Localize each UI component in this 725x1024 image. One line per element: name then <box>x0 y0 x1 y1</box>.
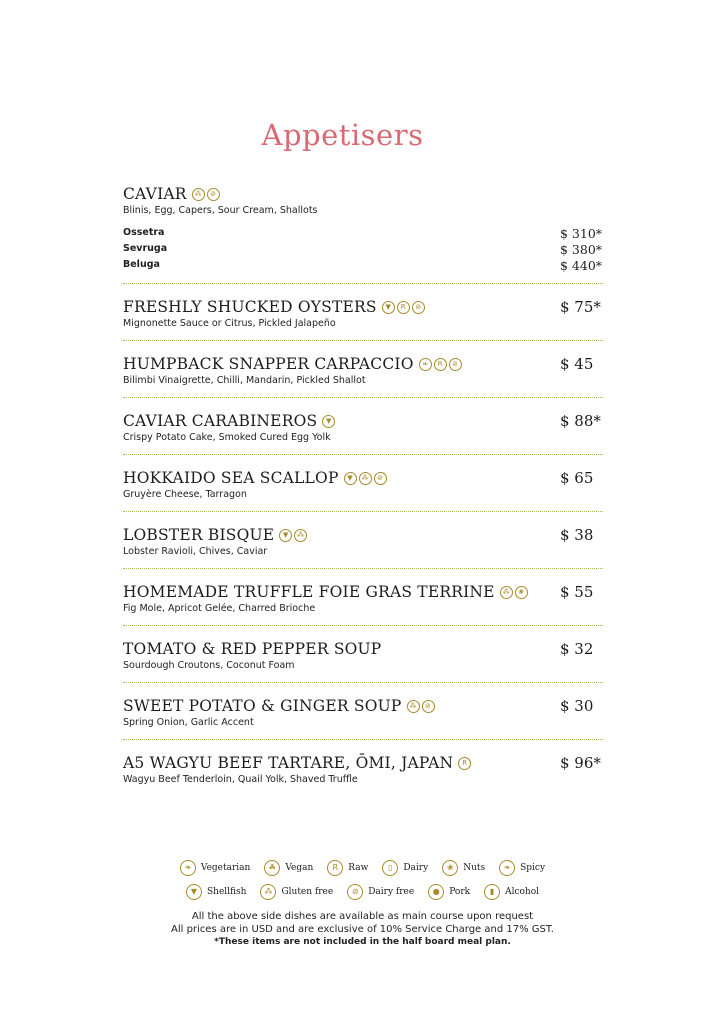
shellfish-icon: ▼ <box>186 884 202 900</box>
legend-label: Dairy free <box>368 887 415 897</box>
dish-name <box>123 695 603 717</box>
dietary-icons <box>458 757 471 770</box>
dietary-icons <box>344 472 387 485</box>
menu-item <box>123 752 603 788</box>
legend-item <box>260 884 333 900</box>
dish-description: Gruyère Cheese, Tarragon <box>123 489 247 500</box>
option-label: Beluga <box>123 259 160 270</box>
dietary-legend <box>0 860 725 908</box>
divider <box>123 283 603 284</box>
dish-name-text: CAVIAR <box>123 185 187 203</box>
legend-item <box>382 860 428 876</box>
divider <box>123 511 603 512</box>
legend-label: Vegetarian <box>200 863 251 873</box>
shellfish-icon: ▼ <box>279 529 292 542</box>
dish-name-text: CAVIAR CARABINEROS <box>123 412 318 430</box>
option-row <box>123 227 603 243</box>
dish-price: $ 30 <box>560 697 594 715</box>
dietary-icons <box>407 700 435 713</box>
dish-description: Blinis, Egg, Capers, Sour Cream, Shallots <box>123 205 318 216</box>
dish-description: Sourdough Croutons, Coconut Foam <box>123 660 295 671</box>
dish-name <box>123 467 603 489</box>
footnotes <box>0 910 725 949</box>
raw-icon: R <box>327 860 343 876</box>
shellfish-icon: ▼ <box>344 472 357 485</box>
dish-price: $ 55 <box>560 583 594 601</box>
legend-label: Spicy <box>520 863 546 873</box>
option-price: $ 440* <box>560 258 603 273</box>
gluten-free-icon: ⁂ <box>407 700 420 713</box>
dish-name-text: SWEET POTATO & GINGER SOUP <box>123 697 402 715</box>
raw-icon: R <box>397 301 410 314</box>
dish-price: $ 38 <box>560 526 594 544</box>
dish-name <box>123 353 603 375</box>
nuts-icon: ❀ <box>515 586 528 599</box>
divider <box>123 739 603 740</box>
dish-name <box>123 183 603 205</box>
option-price: $ 310* <box>560 226 603 241</box>
dietary-icons <box>192 188 220 201</box>
legend-label: Alcohol <box>505 887 540 897</box>
dish-price: $ 32 <box>560 640 594 658</box>
divider <box>123 568 603 569</box>
note-main-course: All the above side dishes are available as main course upon request <box>191 911 534 922</box>
shellfish-icon: ▼ <box>382 301 395 314</box>
dish-price: $ 45 <box>560 355 594 373</box>
legend-item <box>428 884 470 900</box>
dish-price: $ 88* <box>560 412 601 430</box>
legend-item <box>442 860 485 876</box>
dish-description: Mignonette Sauce or Citrus, Pickled Jalapeño <box>123 318 336 329</box>
legend-label: Dairy <box>403 863 429 873</box>
legend-item <box>186 884 246 900</box>
legend-label: Gluten free <box>281 887 334 897</box>
legend-item <box>484 884 539 900</box>
dietary-icons <box>322 415 335 428</box>
legend-label: Raw <box>348 863 369 873</box>
divider <box>123 625 603 626</box>
dish-name-text: A5 WAGYU BEEF TARTARE, ŌMI, JAPAN <box>123 754 454 772</box>
menu-item <box>123 524 603 560</box>
caviar-options <box>123 227 603 275</box>
spicy-icon: ❧ <box>419 358 432 371</box>
dish-name <box>123 410 603 432</box>
menu-item <box>123 296 603 332</box>
dietary-icons <box>419 358 462 371</box>
dietary-icons <box>382 301 425 314</box>
dish-price: $ 65 <box>560 469 594 487</box>
dish-name <box>123 296 603 318</box>
menu-item <box>123 638 603 674</box>
divider <box>123 397 603 398</box>
divider <box>123 340 603 341</box>
dairy-icon: ▯ <box>382 860 398 876</box>
dish-description: Crispy Potato Cake, Smoked Cured Egg Yolk <box>123 432 331 443</box>
dish-name <box>123 752 603 774</box>
legend-row <box>0 884 725 900</box>
menu-item <box>123 467 603 503</box>
menu-item <box>123 410 603 446</box>
dish-name-text: HUMPBACK SNAPPER CARPACCIO <box>123 355 414 373</box>
option-price: $ 380* <box>560 242 603 257</box>
dairy-free-icon: ⊘ <box>347 884 363 900</box>
dish-name <box>123 524 603 546</box>
dietary-icons <box>279 529 307 542</box>
legend-label: Shellfish <box>206 887 247 897</box>
legend-label: Vegan <box>285 863 314 873</box>
gluten-free-icon: ⁂ <box>500 586 513 599</box>
dish-name-text: LOBSTER BISQUE <box>123 526 275 544</box>
dish-name-text: FRESHLY SHUCKED OYSTERS <box>123 298 377 316</box>
legend-label: Pork <box>449 887 471 897</box>
divider <box>123 454 603 455</box>
dish-description: Wagyu Beef Tenderloin, Quail Yolk, Shaved Truffle <box>123 774 358 785</box>
dietary-icons <box>500 586 528 599</box>
dish-price: $ 75* <box>560 298 601 316</box>
dish-description: Spring Onion, Garlic Accent <box>123 717 254 728</box>
divider <box>123 682 603 683</box>
gluten-free-icon: ⁂ <box>294 529 307 542</box>
pork-icon: ● <box>428 884 444 900</box>
gluten-free-icon: ⁂ <box>260 884 276 900</box>
raw-icon: R <box>434 358 447 371</box>
legend-item <box>264 860 313 876</box>
legend-item <box>180 860 250 876</box>
dish-description: Fig Mole, Apricot Gelée, Charred Brioche <box>123 603 316 614</box>
spicy-icon: ❧ <box>499 860 515 876</box>
dish-name-text: HOMEMADE TRUFFLE FOIE GRAS TERRINE <box>123 583 495 601</box>
dairy-free-icon: ⊘ <box>207 188 220 201</box>
menu-item <box>123 183 603 275</box>
dairy-free-icon: ⊘ <box>422 700 435 713</box>
nuts-icon: ❀ <box>442 860 458 876</box>
dish-description: Bilimbi Vinaigrette, Chilli, Mandarin, Pickled Shallot <box>123 375 366 386</box>
legend-label: Nuts <box>463 863 486 873</box>
gluten-free-icon: ⁂ <box>359 472 372 485</box>
legend-item <box>499 860 545 876</box>
shellfish-icon: ▼ <box>322 415 335 428</box>
alcohol-icon: ▮ <box>484 884 500 900</box>
menu-list <box>123 183 603 788</box>
dish-description: Lobster Ravioli, Chives, Caviar <box>123 546 268 557</box>
menu-item <box>123 353 603 389</box>
note-half-board: *These items are not included in the half board meal plan. <box>214 937 511 947</box>
legend-item <box>327 860 368 876</box>
vegetarian-icon: ❧ <box>180 860 196 876</box>
gluten-free-icon: ⁂ <box>192 188 205 201</box>
legend-item <box>347 884 414 900</box>
option-row <box>123 243 603 259</box>
dish-price: $ 96* <box>560 754 601 772</box>
option-label: Sevruga <box>123 243 168 254</box>
vegan-icon: ☘ <box>264 860 280 876</box>
dairy-free-icon: ⊘ <box>412 301 425 314</box>
raw-icon: R <box>458 757 471 770</box>
option-label: Ossetra <box>123 227 165 238</box>
dish-name <box>123 638 603 660</box>
page-title: Appetisers <box>261 118 424 152</box>
legend-row <box>0 860 725 876</box>
dairy-free-icon: ⊘ <box>374 472 387 485</box>
option-row <box>123 259 603 275</box>
dish-name-text: TOMATO & RED PEPPER SOUP <box>123 640 382 658</box>
dish-name-text: HOKKAIDO SEA SCALLOP <box>123 469 339 487</box>
menu-item <box>123 581 603 617</box>
menu-item <box>123 695 603 731</box>
note-prices: All prices are in USD and are exclusive of 10% Service Charge and 17% GST. <box>171 924 554 935</box>
dairy-free-icon: ⊘ <box>449 358 462 371</box>
dish-name <box>123 581 603 603</box>
